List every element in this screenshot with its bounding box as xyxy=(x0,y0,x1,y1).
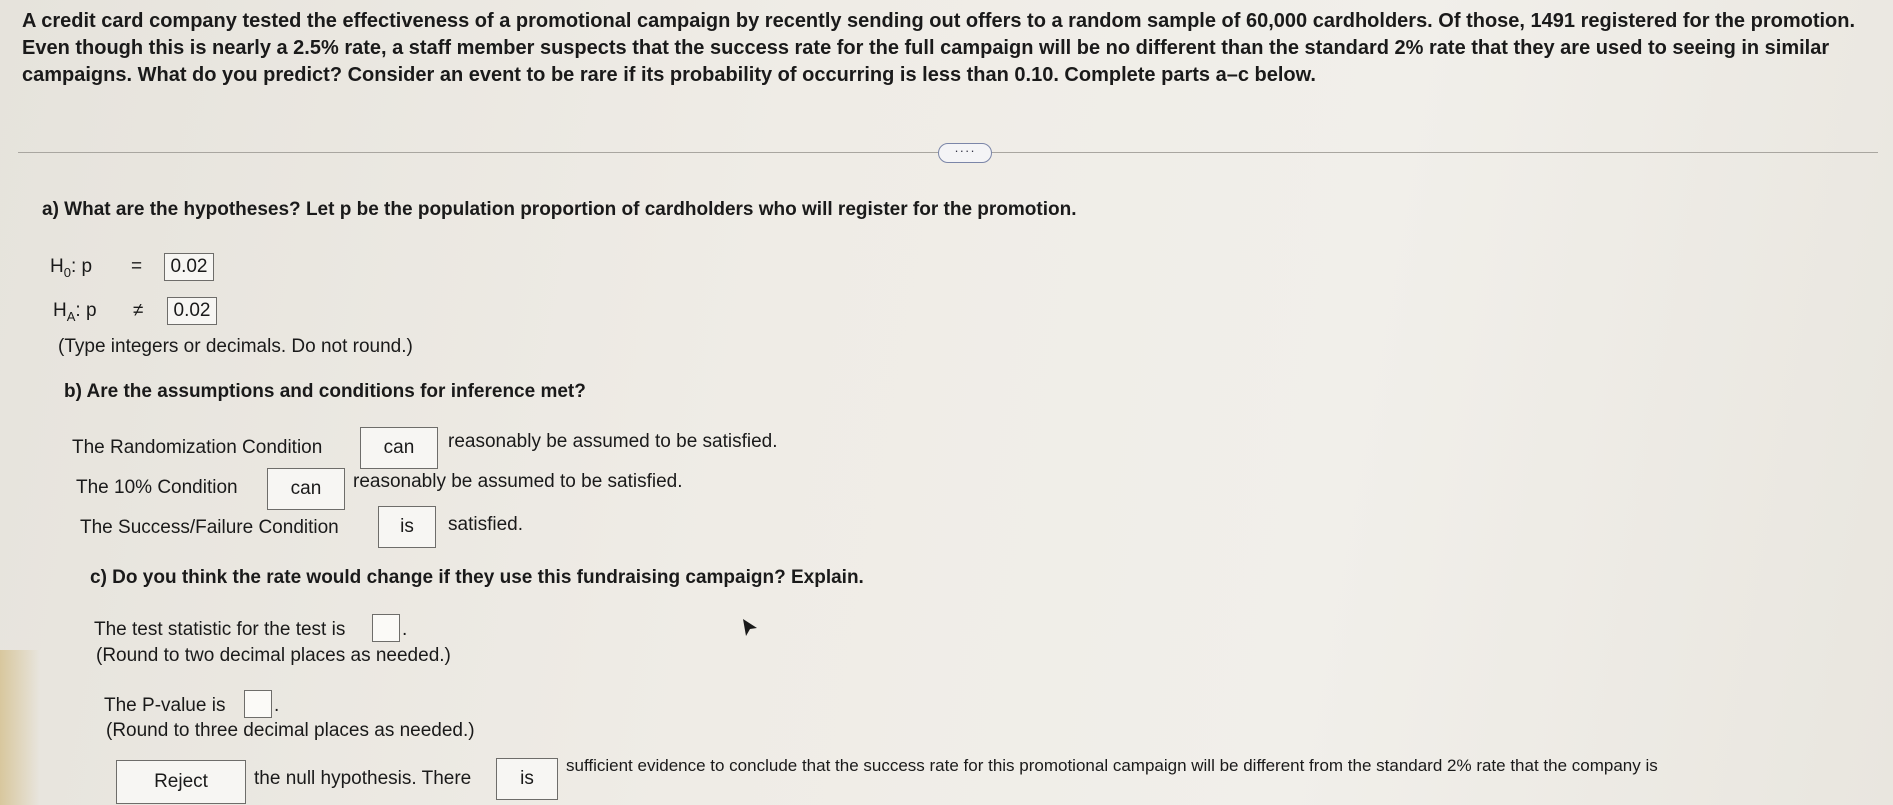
h0-variable: : p xyxy=(70,256,93,277)
randomization-tail: reasonably be assumed to be satisfied. xyxy=(448,431,778,452)
mouse-pointer-icon xyxy=(740,617,760,639)
h0-value-input[interactable]: 0.02 xyxy=(164,253,214,281)
ha-variable: : p xyxy=(75,300,97,321)
expand-more-button[interactable]: ···· xyxy=(938,143,992,163)
test-statistic-period: . xyxy=(402,619,408,640)
p-value-label: The P-value is xyxy=(104,695,226,716)
h0-operator-select[interactable]: = xyxy=(131,256,143,277)
test-statistic-input[interactable] xyxy=(372,614,400,642)
p-value-period: . xyxy=(274,695,280,716)
ha-label: H xyxy=(53,300,67,321)
ha-statement xyxy=(53,300,97,324)
success-failure-label: The Success/Failure Condition xyxy=(80,517,339,538)
part-b-question: b) Are the assumptions and conditions for inference met? xyxy=(64,381,586,402)
test-statistic-label: The test statistic for the test is xyxy=(94,619,346,640)
ten-percent-select[interactable]: can xyxy=(267,468,345,510)
part-a-question: a) What are the hypotheses? Let p be the population proportion of cardholders who will register for the promotion. xyxy=(42,199,1077,220)
ten-percent-tail: reasonably be assumed to be satisfied. xyxy=(353,471,683,492)
ha-operator-select[interactable]: ≠ xyxy=(133,300,144,321)
p-value-input[interactable] xyxy=(244,690,272,718)
randomization-select[interactable]: can xyxy=(360,427,438,469)
ha-value-input[interactable]: 0.02 xyxy=(167,297,217,325)
conclusion-text: sufficient evidence to conclude that the success rate for this promotional campaign will be different from the standard 2% rate that the company is xyxy=(566,756,1658,775)
h0-subscript: 0 xyxy=(63,264,71,280)
decision-select[interactable]: Reject xyxy=(116,760,246,804)
decision-middle-text: the null hypothesis. There xyxy=(254,768,472,789)
success-failure-select[interactable]: is xyxy=(378,506,436,548)
h0-label: H xyxy=(50,256,64,277)
photo-shadow xyxy=(0,650,40,805)
success-failure-tail: satisfied. xyxy=(448,514,523,535)
ha-subscript: A xyxy=(66,308,76,324)
randomization-label: The Randomization Condition xyxy=(72,437,323,458)
test-statistic-note: (Round to two decimal places as needed.) xyxy=(96,645,451,666)
p-value-note: (Round to three decimal places as needed.) xyxy=(106,720,475,741)
part-c-question: c) Do you think the rate would change if they use this fundraising campaign? Explain. xyxy=(90,567,864,588)
evidence-select[interactable]: is xyxy=(496,758,558,800)
part-a-note: (Type integers or decimals. Do not round.) xyxy=(58,336,413,357)
ten-percent-label: The 10% Condition xyxy=(76,477,238,498)
h0-statement xyxy=(50,256,92,280)
problem-statement: A credit card company tested the effectiveness of a promotional campaign by recently sending out offers to a random sample of 60,000 cardholders. Of those, 1491 registered for the promotion. Even though this is nearly a 2.5% rate, a staff member suspects that the success rate for the full campaign will be no different than the standard 2% rate that they are used to seeing in similar campaigns. What do you predict? Consider an event to be rare if its probability of occurring is less than 0.10. Complete parts a–c below. xyxy=(22,10,1856,86)
